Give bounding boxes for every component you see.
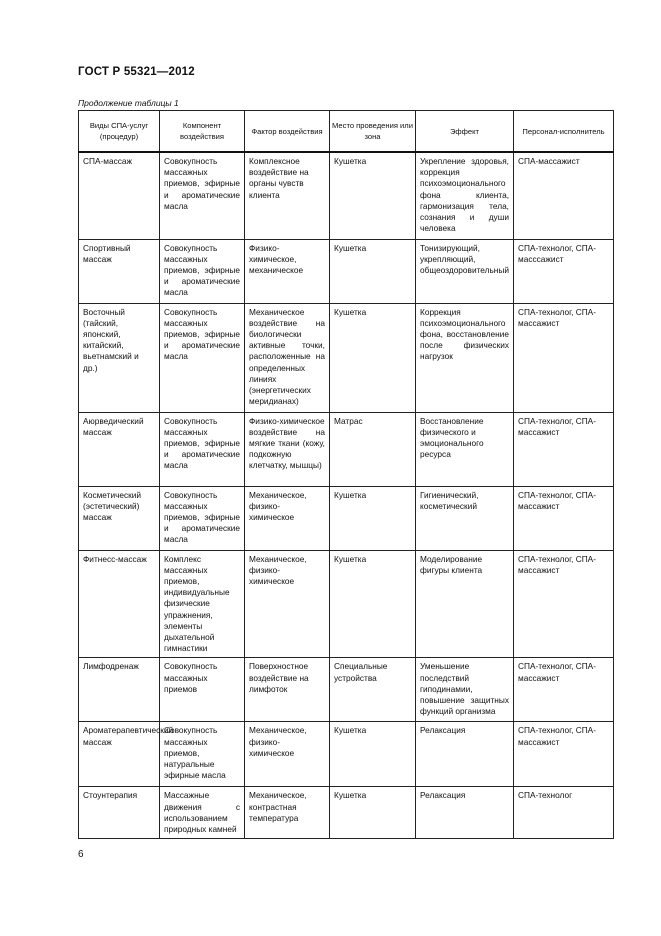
table-row — [79, 239, 614, 303]
cell-place: Кушетка — [330, 303, 416, 412]
table-row — [79, 550, 614, 658]
cell-factor: Механическое, контрастная температура — [245, 787, 330, 839]
cell-effect: Укрепление здоровья, коррекция психоэмоционального фона клиента, гармонизация тела, сознания и души человека — [416, 152, 514, 239]
cell-service: СПА-массаж — [79, 152, 160, 239]
cell-place: Матрас — [330, 412, 416, 486]
cell-component: Совокупность массажных приемов, эфирные и ароматические масла — [160, 412, 245, 486]
column-header-place: Место проведения или зона — [330, 111, 416, 153]
cell-service: Стоунтерапия — [79, 787, 160, 839]
cell-service: Фитнесс-массаж — [79, 550, 160, 658]
cell-factor: Комплексное воздействие на органы чувств клиента — [245, 152, 330, 239]
cell-component: Совокупность массажных приемов, эфирные и ароматические масла — [160, 303, 245, 412]
cell-component: Совокупность массажных приемов, эфирные и ароматические масла — [160, 486, 245, 550]
table-row — [79, 152, 614, 239]
cell-factor: Физико-химическое воздействие на мягкие ткани (кожу, подкожную клетчатку, мышцы) — [245, 412, 330, 486]
cell-factor: Механическое воздействие на биологически активные точки, расположенные на определенных линиях (энергетических меридианах) — [245, 303, 330, 412]
cell-service: Косметический (эстетический) массаж — [79, 486, 160, 550]
table-caption: Продолжение таблицы 1 — [78, 98, 179, 108]
cell-component: Совокупность массажных приемов, эфирные и ароматические масла — [160, 152, 245, 239]
cell-effect: Уменьшение последствий гиподинамии, повышение защитных функций организма — [416, 658, 514, 722]
table-row — [79, 303, 614, 412]
document-code: ГОСТ Р 55321—2012 — [78, 66, 195, 78]
cell-effect: Релаксация — [416, 787, 514, 839]
cell-effect: Релаксация — [416, 722, 514, 787]
cell-factor: Механическое, физико-химическое — [245, 722, 330, 787]
column-header-factor: Фактор воздействия — [245, 111, 330, 153]
cell-staff: СПА-массажист — [514, 152, 614, 239]
table-header-row — [79, 111, 614, 153]
column-header-effect: Эффект — [416, 111, 514, 153]
cell-place: Кушетка — [330, 550, 416, 658]
column-header-staff: Персонал-исполнитель — [514, 111, 614, 153]
cell-staff: СПА-технолог, СПА-массажист — [514, 486, 614, 550]
column-header-service: Виды СПА-услуг (процедур) — [79, 111, 160, 153]
cell-component: Совокупность массажных приемов, натуральные эфирные масла — [160, 722, 245, 787]
cell-service: Ароматерапевтический массаж — [79, 722, 160, 787]
cell-effect: Гигиенический, косметический — [416, 486, 514, 550]
cell-service: Спортивный массаж — [79, 239, 160, 303]
table-row — [79, 658, 614, 722]
cell-factor: Механическое, физико-химическое — [245, 550, 330, 658]
spa-services-table — [78, 110, 614, 839]
cell-effect: Моделирование фигуры клиента — [416, 550, 514, 658]
cell-place: Кушетка — [330, 722, 416, 787]
page-number: 6 — [78, 849, 84, 860]
column-header-component: Компонент воздействия — [160, 111, 245, 153]
cell-component: Совокупность массажных приемов — [160, 658, 245, 722]
cell-place: Кушетка — [330, 239, 416, 303]
cell-effect: Восстановление физического и эмоционального ресурса — [416, 412, 514, 486]
cell-effect: Тонизирующий, укрепляющий, общеоздоровительный — [416, 239, 514, 303]
cell-service: Лимфодренаж — [79, 658, 160, 722]
cell-staff: СПА-технолог, СПА-масссажист — [514, 239, 614, 303]
cell-component: Комплекс массажных приемов, индивидуальные физические упражнения, элементы дыхательной гимнастики — [160, 550, 245, 658]
cell-factor: Поверхностное воздействие на лимфоток — [245, 658, 330, 722]
cell-service: Аюрведический массаж — [79, 412, 160, 486]
cell-place: Кушетка — [330, 486, 416, 550]
cell-place: Кушетка — [330, 152, 416, 239]
cell-staff: СПА-технолог, СПА-массажист — [514, 303, 614, 412]
cell-place: Специальные устройства — [330, 658, 416, 722]
cell-factor: Механическое, физико-химическое — [245, 486, 330, 550]
cell-staff: СПА-технолог, СПА-массажист — [514, 550, 614, 658]
cell-effect: Коррекция психоэмоционального фона, восстановление после физических нагрузок — [416, 303, 514, 412]
cell-staff: СПА-технолог, СПА-массажист — [514, 658, 614, 722]
cell-component: Массажные движения с использованием природных камней — [160, 787, 245, 839]
cell-service: Восточный (тайский, японский, китайский, вьетнамский и др.) — [79, 303, 160, 412]
cell-staff: СПА-технолог — [514, 787, 614, 839]
cell-staff: СПА-технолог, СПА-массажист — [514, 722, 614, 787]
table-row — [79, 412, 614, 486]
table-row — [79, 722, 614, 787]
cell-component: Совокупность массажных приемов, эфирные и ароматические масла — [160, 239, 245, 303]
cell-staff: СПА-технолог, СПА-массажист — [514, 412, 614, 486]
cell-factor: Физико-химическое, механическое — [245, 239, 330, 303]
table-row — [79, 486, 614, 550]
table-row — [79, 787, 614, 839]
cell-place: Кушетка — [330, 787, 416, 839]
